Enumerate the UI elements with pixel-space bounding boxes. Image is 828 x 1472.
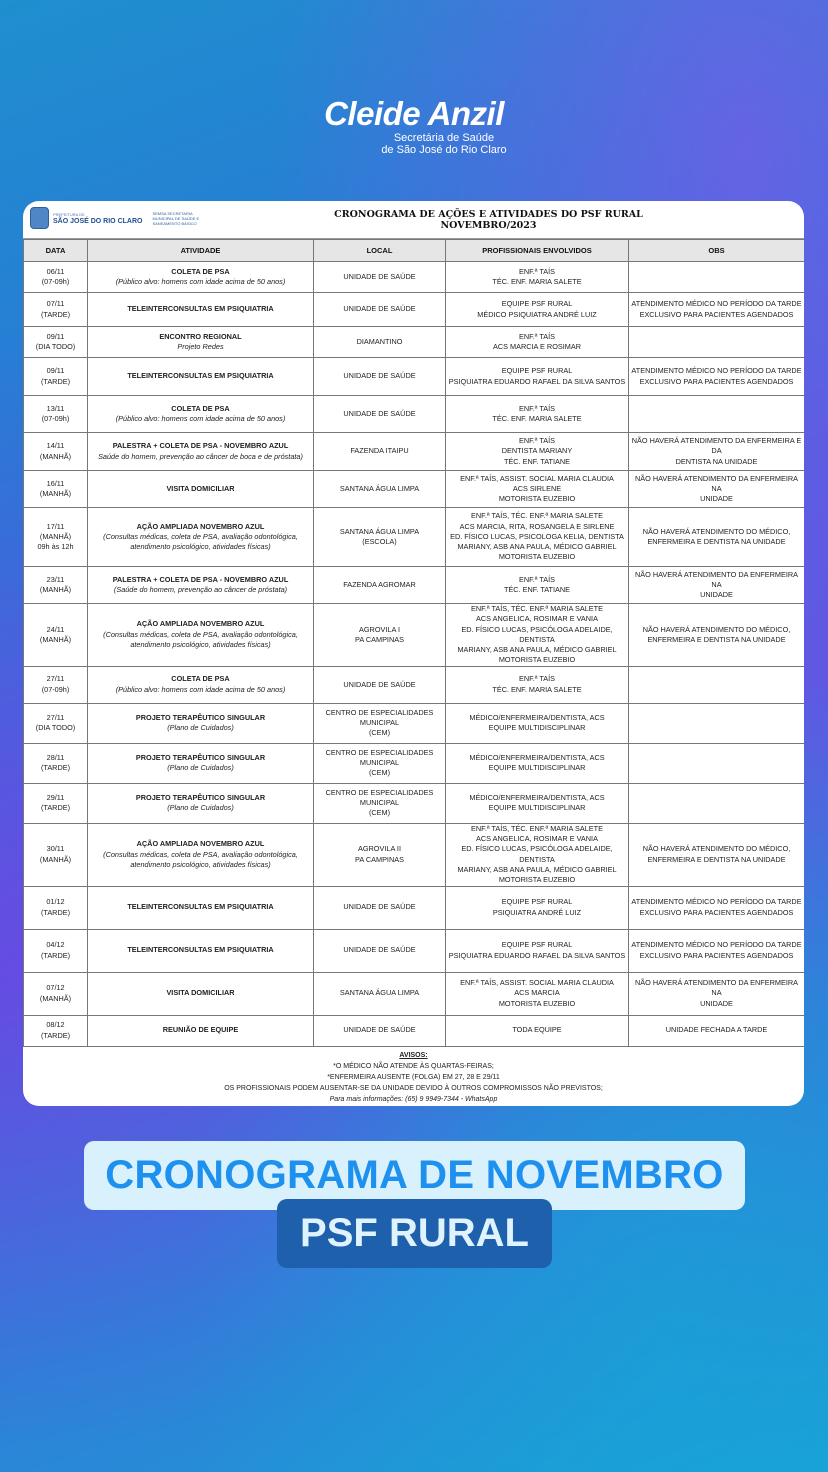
cell-data [24, 886, 88, 929]
date-text: 04/12 (TARDE) [40, 940, 71, 960]
brand-header [0, 96, 828, 156]
cell-obs [629, 823, 805, 886]
aviso-line: OS PROFISSIONAIS PODEM AUSENTAR-SE DA UNIDADE DEVIDO À OUTROS COMPROMISSOS NÃO PREVISTOS; [224, 1084, 603, 1092]
activity-title: PALESTRA + COLETA DE PSA - NOVEMBRO AZUL [112, 574, 289, 584]
location-text: FAZENDA AGROMAR [343, 579, 416, 589]
cell-obs [629, 293, 805, 327]
logo-prefeitura-label: PREFEITURA DE [53, 212, 85, 217]
city-seal-icon [30, 207, 49, 229]
cell-atividade [88, 567, 314, 604]
professionals-text: EQUIPE PSF RURAL MÉDICO PSIQUIATRA ANDRÉ LUIZ [477, 299, 597, 319]
cell-local [314, 703, 446, 743]
table-row [24, 823, 805, 886]
cell-atividade [88, 743, 314, 783]
date-text: 23/11 (MANHÃ) [39, 574, 72, 594]
cell-obs [629, 666, 805, 703]
cell-data [24, 703, 88, 743]
avisos-title: AVISOS: [399, 1051, 428, 1059]
cell-local [314, 327, 446, 358]
cell-atividade [88, 433, 314, 471]
cell-profissionais [446, 929, 629, 972]
cell-data [24, 471, 88, 508]
activity-detail: (Saúde do homem, prevenção ao câncer de próstata) [113, 585, 288, 594]
brand-subtitle-1: Secretária de Saúde [393, 132, 495, 144]
document-title [173, 209, 804, 231]
cell-atividade [88, 471, 314, 508]
cell-atividade [88, 396, 314, 433]
cell-atividade [88, 508, 314, 567]
location-text: UNIDADE DE SAÚDE [343, 371, 416, 381]
date-text: 16/11 (MANHÃ) [39, 478, 72, 498]
cell-obs [629, 604, 805, 667]
table-row [24, 1015, 805, 1046]
cell-atividade [88, 929, 314, 972]
cell-data [24, 929, 88, 972]
cell-local [314, 972, 446, 1015]
professionals-text: ENF.ª TAÍS, ASSIST. SOCIAL MARIA CLAUDIA ACS MARCIA MOTORISTA EUZEBIO [460, 978, 614, 1008]
cell-profissionais [446, 743, 629, 783]
date-text: 08/12 (TARDE) [40, 1020, 71, 1040]
table-row [24, 886, 805, 929]
table-row [24, 508, 805, 567]
cell-local [314, 783, 446, 823]
schedule-card [23, 201, 804, 1106]
professionals-text: ENF.ª TAÍS TÉC. ENF. MARIA SALETE [492, 266, 582, 286]
location-text: UNIDADE DE SAÚDE [343, 304, 416, 314]
cell-atividade [88, 327, 314, 358]
cell-data [24, 666, 88, 703]
brand-name: Cleide Anzil [324, 95, 504, 132]
cell-profissionais [446, 886, 629, 929]
cell-atividade [88, 666, 314, 703]
notes-text: ATENDIMENTO MÉDICO NO PERÍODO DA TARDE EXCLUSIVO PARA PACIENTES AGENDADOS [631, 940, 802, 960]
date-text: 24/11 (MANHÃ) [39, 624, 72, 644]
location-text: AGROVILA II PA CAMPINAS [355, 844, 404, 864]
professionals-text: MÉDICO/ENFERMEIRA/DENTISTA, ACS EQUIPE MULTIDISCIPLINAR [469, 792, 605, 813]
notes-text: NÃO HAVERÁ ATENDIMENTO DA ENFERMEIRA E DA DENTISTA NA UNIDADE [631, 436, 802, 466]
location-text: SANTANA ÁGUA LIMPA [339, 988, 420, 998]
cell-profissionais [446, 358, 629, 396]
cell-obs [629, 358, 805, 396]
cell-data [24, 433, 88, 471]
notes-text: UNIDADE FECHADA A TARDE [665, 1025, 768, 1035]
cell-local [314, 823, 446, 886]
cell-local [314, 1015, 446, 1046]
brand-subtitle-2: de São José do Rio Claro [381, 144, 507, 156]
activity-title: PROJETO TERAPÊUTICO SINGULAR [135, 752, 266, 762]
cell-data [24, 972, 88, 1015]
cell-local [314, 567, 446, 604]
cell-data [24, 262, 88, 293]
activity-title: TELEINTERCONSULTAS EM PSIQUIATRIA [127, 902, 274, 912]
table-row [24, 293, 805, 327]
cell-local [314, 743, 446, 783]
date-text: 09/11 (DIA TODO) [35, 331, 76, 351]
cell-profissionais [446, 327, 629, 358]
activity-title: TELEINTERCONSULTAS EM PSIQUIATRIA [127, 945, 274, 955]
activity-detail: (Plano de Cuidados) [167, 803, 234, 813]
activity-title: VISITA DOMICILIAR [166, 483, 235, 493]
cell-profissionais [446, 703, 629, 743]
date-text: 07/11 (TARDE) [40, 299, 71, 319]
cell-obs [629, 327, 805, 358]
cell-profissionais [446, 783, 629, 823]
cell-data [24, 508, 88, 567]
professionals-text: EQUIPE PSF RURAL PSIQUIATRA EDUARDO RAFAEL DA SILVA SANTOS [448, 366, 626, 386]
cell-atividade [88, 358, 314, 396]
activity-title: AÇÃO AMPLIADA NOVEMBRO AZUL [136, 619, 265, 629]
professionals-text: ENF.ª TAÍS, TÉC. ENF.ª MARIA SALETE ACS ANGELICA, ROSIMAR E VANIA ED. FÍSICO LUCAS, PSICÓLOGA ADELAIDE, DENTISTA MARIANY, ASB ANA PAULA, MÉDICO GABRIEL MOTORISTA EUZEBIO [457, 823, 617, 885]
activity-detail: (Público alvo: homens com idade acima de 50 anos) [115, 277, 286, 286]
notes-text: NÃO HAVERÁ ATENDIMENTO DO MÉDICO, ENFERMEIRA E DENTISTA NA UNIDADE [642, 624, 791, 644]
professionals-text: ENF.ª TAÍS, TÉC. ENF.ª MARIA SALETE ACS ANGELICA, ROSIMAR E VANIA ED. FÍSICO LUCAS, PSICÓLOGA ADELAIDE, DENTISTA MARIANY, ASB ANA PAULA, MÉDICO GABRIEL MOTORISTA EUZEBIO [457, 604, 617, 665]
cell-obs [629, 972, 805, 1015]
date-text: 30/11 (MANHÃ) [39, 844, 72, 864]
date-text: 07/12 (MANHÃ) [39, 983, 72, 1003]
cell-data [24, 783, 88, 823]
cell-profissionais [446, 666, 629, 703]
table-row [24, 666, 805, 703]
cell-data [24, 743, 88, 783]
cell-profissionais [446, 823, 629, 886]
table-row [24, 471, 805, 508]
activity-detail: Projeto Redes [177, 342, 224, 351]
cell-atividade [88, 604, 314, 667]
cell-data [24, 823, 88, 886]
cell-obs [629, 262, 805, 293]
cell-data [24, 396, 88, 433]
aviso-line: *O MÉDICO NÃO ATENDE ÀS QUARTAS-FEIRAS; [333, 1062, 494, 1070]
professionals-text: MÉDICO/ENFERMEIRA/DENTISTA, ACS EQUIPE MULTIDISCIPLINAR [469, 752, 605, 773]
notes-text: NÃO HAVERÁ ATENDIMENTO DA ENFERMEIRA NA UNIDADE [635, 978, 798, 1008]
activity-title: TELEINTERCONSULTAS EM PSIQUIATRIA [127, 304, 274, 314]
column-header-profissionais: PROFISSIONAIS ENVOLVIDOS [446, 240, 629, 262]
professionals-text: MÉDICO/ENFERMEIRA/DENTISTA, ACS EQUIPE MULTIDISCIPLINAR [469, 712, 605, 733]
professionals-text: EQUIPE PSF RURAL PSIQUIATRA ANDRÉ LUIZ [492, 897, 582, 917]
cell-local [314, 666, 446, 703]
activity-detail: (Consultas médicas, coleta de PSA, avaliação odontológica, atendimento psicológico, atividades físicas) [103, 849, 298, 869]
column-header-data: DATA [24, 240, 88, 262]
table-row [24, 972, 805, 1015]
cell-data [24, 293, 88, 327]
logo-city-name [53, 211, 142, 225]
logo-city-label: SÃO JOSÉ DO RIO CLARO [53, 218, 143, 225]
date-text: 13/11 (07-09h) [41, 403, 70, 423]
avisos-section [23, 1047, 804, 1105]
cell-local [314, 508, 446, 567]
notes-text: ATENDIMENTO MÉDICO NO PERÍODO DA TARDE EXCLUSIVO PARA PACIENTES AGENDADOS [631, 366, 802, 386]
activity-title: PROJETO TERAPÊUTICO SINGULAR [135, 712, 266, 722]
location-text: UNIDADE DE SAÚDE [343, 1025, 416, 1035]
cell-local [314, 604, 446, 667]
date-text: 27/11 (DIA TODO) [35, 712, 76, 733]
notes-text: NÃO HAVERÁ ATENDIMENTO DO MÉDICO, ENFERMEIRA E DENTISTA NA UNIDADE [642, 526, 791, 546]
date-text: 17/11 (MANHÃ) 09h às 12h [37, 521, 74, 552]
cell-local [314, 929, 446, 972]
location-text: UNIDADE DE SAÚDE [343, 902, 416, 912]
cell-local [314, 433, 446, 471]
cell-atividade [88, 1015, 314, 1046]
table-header-row [24, 240, 805, 262]
activity-title: PALESTRA + COLETA DE PSA - NOVEMBRO AZUL [112, 441, 289, 451]
activity-detail: (Consultas médicas, coleta de PSA, avaliação odontológica, atendimento psicológico, atividades físicas) [103, 531, 298, 552]
professionals-text: ENF.ª TAÍS, ASSIST. SOCIAL MARIA CLAUDIA ACS SIRLENE MOTORISTA EUZEBIO [460, 473, 614, 504]
cell-profissionais [446, 433, 629, 471]
activity-title: AÇÃO AMPLIADA NOVEMBRO AZUL [136, 839, 265, 849]
activity-title: COLETA DE PSA [171, 674, 230, 684]
cell-obs [629, 703, 805, 743]
location-text: UNIDADE DE SAÚDE [343, 271, 416, 281]
date-text: 09/11 (TARDE) [40, 366, 71, 386]
table-row [24, 433, 805, 471]
banner-subtitle: PSF RURAL [277, 1199, 552, 1268]
aviso-line: *ENFERMEIRA AUSENTE (FOLGA) EM 27, 28 E 29/11 [327, 1073, 500, 1081]
cell-profissionais [446, 604, 629, 667]
activity-detail: (Público alvo: homens com idade acima de 50 anos) [115, 414, 286, 423]
location-text: UNIDADE DE SAÚDE [343, 679, 416, 689]
cell-profissionais [446, 1015, 629, 1046]
cell-obs [629, 433, 805, 471]
cell-local [314, 293, 446, 327]
professionals-text: ENF.ª TAÍS TÉC. ENF. TATIANE [503, 574, 571, 594]
document-header [23, 201, 804, 239]
cell-profissionais [446, 396, 629, 433]
cell-profissionais [446, 508, 629, 567]
cell-profissionais [446, 471, 629, 508]
notes-text: NÃO HAVERÁ ATENDIMENTO DA ENFERMEIRA NA UNIDADE [635, 569, 798, 600]
activity-title: TELEINTERCONSULTAS EM PSIQUIATRIA [127, 371, 274, 381]
cell-local [314, 262, 446, 293]
professionals-text: ENF.ª TAÍS DENTISTA MARIANY TÉC. ENF. TATIANE [501, 436, 573, 466]
location-text: UNIDADE DE SAÚDE [343, 945, 416, 955]
notes-text: ATENDIMENTO MÉDICO NO PERÍODO DA TARDE EXCLUSIVO PARA PACIENTES AGENDADOS [631, 897, 802, 917]
date-text: 29/11 (TARDE) [40, 792, 71, 813]
cell-local [314, 358, 446, 396]
activity-detail: (Público alvo: homens com idade acima de 50 anos) [115, 684, 286, 694]
activity-title: ENCONTRO REGIONAL [159, 331, 242, 341]
cell-profissionais [446, 293, 629, 327]
cell-data [24, 1015, 88, 1046]
table-row [24, 396, 805, 433]
column-header-local: LOCAL [314, 240, 446, 262]
professionals-text: EQUIPE PSF RURAL PSIQUIATRA EDUARDO RAFAEL DA SILVA SANTOS [448, 940, 626, 960]
cell-obs [629, 508, 805, 567]
cell-profissionais [446, 262, 629, 293]
activity-title: COLETA DE PSA [171, 266, 230, 276]
schedule-table [23, 239, 804, 1047]
cell-data [24, 327, 88, 358]
notes-text: NÃO HAVERÁ ATENDIMENTO DA ENFERMEIRA NA UNIDADE [635, 473, 798, 504]
activity-title: PROJETO TERAPÊUTICO SINGULAR [135, 792, 266, 802]
date-text: 14/11 (MANHÃ) [39, 441, 72, 461]
cell-atividade [88, 703, 314, 743]
location-text: DIAMANTINO [356, 336, 403, 346]
table-row [24, 358, 805, 396]
cell-obs [629, 783, 805, 823]
cell-atividade [88, 972, 314, 1015]
cell-obs [629, 1015, 805, 1046]
date-text: 28/11 (TARDE) [40, 752, 71, 773]
contact-info: Para mais informações: (65) 9 9949-7344 - WhatsApp [329, 1095, 498, 1103]
location-text: SANTANA ÁGUA LIMPA [339, 483, 420, 493]
cell-local [314, 886, 446, 929]
notes-text: NÃO HAVERÁ ATENDIMENTO DO MÉDICO, ENFERMEIRA E DENTISTA NA UNIDADE [642, 844, 791, 864]
table-row [24, 929, 805, 972]
professionals-text: ENF.ª TAÍS TÉC. ENF. MARIA SALETE [492, 403, 582, 423]
table-row [24, 327, 805, 358]
cell-obs [629, 396, 805, 433]
professionals-text: TODA EQUIPE [512, 1025, 562, 1035]
cell-atividade [88, 783, 314, 823]
table-row [24, 743, 805, 783]
activity-detail: (Plano de Cuidados) [167, 763, 234, 773]
table-row [24, 567, 805, 604]
location-text: AGROVILA I PA CAMPINAS [355, 624, 404, 644]
cell-atividade [88, 823, 314, 886]
cell-obs [629, 886, 805, 929]
location-text: UNIDADE DE SAÚDE [343, 408, 416, 418]
cell-atividade [88, 262, 314, 293]
document-title-text: CRONOGRAMA DE AÇÕES E ATIVIDADES DO PSF RURAL [334, 209, 643, 220]
cell-profissionais [446, 972, 629, 1015]
professionals-text: ENF.ª TAÍS TÉC. ENF. MARIA SALETE [492, 674, 582, 694]
cell-obs [629, 471, 805, 508]
activity-title: VISITA DOMICILIAR [166, 988, 235, 998]
cell-data [24, 567, 88, 604]
location-text: FAZENDA ITAIPU [350, 446, 409, 456]
cell-obs [629, 567, 805, 604]
cell-profissionais [446, 567, 629, 604]
table-row [24, 783, 805, 823]
cell-atividade [88, 886, 314, 929]
logo-secretaria-label: SEMSA SECRETARIA MUNICIPAL DE SAÚDE E SANEAMENTO BÁSICO [152, 210, 200, 226]
column-header-obs: OBS [629, 240, 805, 262]
cell-data [24, 358, 88, 396]
professionals-text: ENF.ª TAÍS, TÉC. ENF.ª MARIA SALETE ACS MARCIA, RITA, ROSANGELA E SIRLENE ED. FÍSICO LUCAS, PSICOLOGA KELIA, DENTISTA MARIANY, ASB ANA PAULA, MÉDICO GABRIEL MOTORISTA EUZEBIO [450, 511, 624, 562]
document-subtitle-text: NOVEMBRO/2023 [440, 220, 537, 231]
cell-local [314, 471, 446, 508]
date-text: 01/12 (TARDE) [40, 897, 71, 917]
activity-detail: Saúde do homem, prevenção ao câncer de boca e de próstata) [98, 451, 303, 461]
cell-obs [629, 743, 805, 783]
activity-title: AÇÃO AMPLIADA NOVEMBRO AZUL [136, 521, 265, 531]
location-text: CENTRO DE ESPECIALIDADES MUNICIPAL (CEM) [325, 787, 434, 818]
table-row [24, 703, 805, 743]
location-text: CENTRO DE ESPECIALIDADES MUNICIPAL (CEM) [325, 707, 434, 738]
cell-data [24, 604, 88, 667]
cell-atividade [88, 293, 314, 327]
date-text: 06/11 (07-09h) [41, 266, 70, 286]
table-row [24, 604, 805, 667]
professionals-text: ENF.ª TAÍS ACS MARCIA E ROSIMAR [493, 331, 581, 351]
location-text: CENTRO DE ESPECIALIDADES MUNICIPAL (CEM) [325, 747, 434, 778]
activity-detail: (Consultas médicas, coleta de PSA, avaliação odontológica, atendimento psicológico, atividades físicas) [103, 629, 298, 650]
location-text: SANTANA ÁGUA LIMPA (ESCOLA) [339, 526, 420, 546]
activity-title: COLETA DE PSA [171, 403, 230, 413]
activity-title: REUNIÃO DE EQUIPE [162, 1025, 239, 1035]
activity-detail: (Plano de Cuidados) [167, 723, 234, 733]
cell-local [314, 396, 446, 433]
banner-title: CRONOGRAMA DE NOVEMBRO [84, 1141, 745, 1210]
notes-text: ATENDIMENTO MÉDICO NO PERÍODO DA TARDE EXCLUSIVO PARA PACIENTES AGENDADOS [631, 299, 802, 319]
cell-obs [629, 929, 805, 972]
table-row [24, 262, 805, 293]
column-header-atividade: ATIVIDADE [88, 240, 314, 262]
date-text: 27/11 (07-09h) [41, 674, 70, 694]
